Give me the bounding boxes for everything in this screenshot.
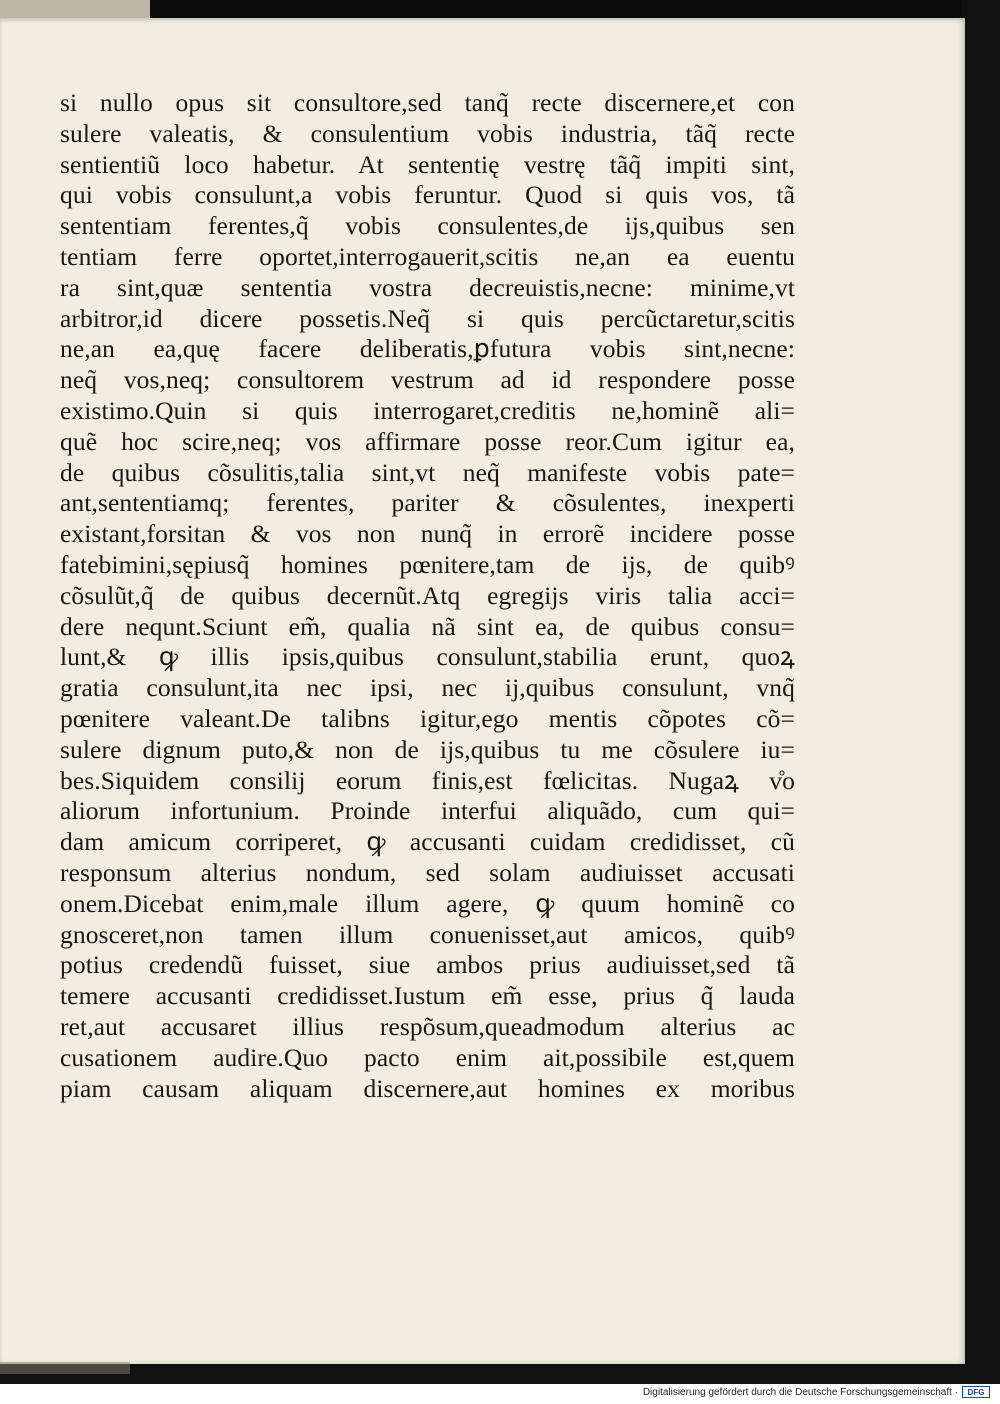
page-corner-top <box>0 0 150 20</box>
text-line: sulere valeatis, & consulentium vobis industria, tãq̃ recte <box>60 118 795 148</box>
text-line: piam causam aliquam discernere,aut homines ex moribus <box>60 1073 795 1103</box>
text-line: pœnitere valeant.De talibns igitur,ego mentis cõpotes cõ= <box>60 703 795 733</box>
funding-credit: Digitalisierung gefördert durch die Deutsche Forschungsgemeinschaft · <box>642 1387 958 1398</box>
text-line: onem.Dicebat enim,male illum agere, ꝙ quum hominẽ co <box>60 888 795 918</box>
text-line: gnosceret,non tamen illum conuenisset,aut amicos, quibꝰ <box>60 919 795 949</box>
text-line: sulere dignum puto,& non de ijs,quibus tu me cõsulere iu= <box>60 734 795 764</box>
text-line: neq̃ vos,neq; consultorem vestrum ad id respondere posse <box>60 365 795 395</box>
dfg-logo: DFG <box>962 1386 990 1398</box>
text-line: sententiam ferentes,q̃ vobis consulentes,de ijs,quibus sen <box>60 211 795 241</box>
text-line: ant,sententiamq; ferentes, pariter & cõsulentes, inexperti <box>60 488 795 518</box>
scan-border-top <box>150 0 962 20</box>
text-line: aliorum infortunium. Proinde interfui aliquãdo, cum qui= <box>60 796 795 826</box>
text-line: dam amicum corriperet, ꝙ accusanti cuidam credidisset, cũ <box>60 827 795 857</box>
text-line: potius credendũ fuisset, siue ambos prius audiuisset,sed tã <box>60 950 795 980</box>
text-line: tentiam ferre oportet,interrogauerit,scitis ne,an ea euentu <box>60 241 795 271</box>
text-line: cusationem audire.Quo pacto enim ait,possibile est,quem <box>60 1042 795 1072</box>
text-line: ret,aut accusaret illius respõsum,queadmodum alterius ac <box>60 1011 795 1041</box>
text-line: temere accusanti credidisset.Iustum em̃ esse, prius q̃ lauda <box>60 981 795 1011</box>
text-line: existimo.Quin si quis interrogaret,creditis ne,hominẽ ali= <box>60 395 795 425</box>
text-line: arbitror,id dicere possetis.Neq̃ si quis percũctaretur,scitis <box>60 303 795 333</box>
text-line: bes.Siquidem consilij eorum finis,est fœlicitas. Nugaꝝ v̊o <box>60 765 795 795</box>
text-line: si nullo opus sit consultore,sed tanq̃ recte discernere,et con <box>60 88 795 117</box>
text-line: lunt,& ꝙ illis ipsis,quibus consulunt,stabilia erunt, quoꝝ <box>60 642 795 672</box>
page-corner-bottom <box>0 1362 130 1374</box>
page-text <box>60 88 795 1104</box>
text-line: de quibus cõsulitis,talia sint,vt neq̃ manifeste vobis pate= <box>60 457 795 487</box>
text-line: ne,an ea,quę facere deliberatis,ꝑfutura vobis sint,necne: <box>60 334 795 364</box>
text-line: dere nequnt.Sciunt em̃, qualia nã sint ea, de quibus consu= <box>60 611 795 641</box>
text-line: gratia consulunt,ita nec ipsi, nec ij,quibus consulunt, vnq̃ <box>60 673 795 703</box>
text-line: quẽ hoc scire,neq; vos affirmare posse reor.Cum igitur ea, <box>60 426 795 456</box>
text-line: existant,forsitan & vos non nunq̃ in errorẽ incidere posse <box>60 519 795 549</box>
text-line: sentientiũ loco habetur. At sententię vestrę tãq̃ impiti sint, <box>60 149 795 179</box>
text-line: cõsulũt,q̃ de quibus decernũt.Atq egregijs viris talia acci= <box>60 580 795 610</box>
text-line: qui vobis consulunt,a vobis feruntur. Quod si quis vos, tã <box>60 180 795 210</box>
text-line: responsum alterius nondum, sed solam audiuisset accusati <box>60 857 795 887</box>
text-line: ra sint,quæ sententia vostra decreuistis,necne: minime,vt <box>60 272 795 302</box>
text-line: fatebimini,sępiusq̃ homines pœnitere,tam de ijs, de quibꝰ <box>60 549 795 579</box>
